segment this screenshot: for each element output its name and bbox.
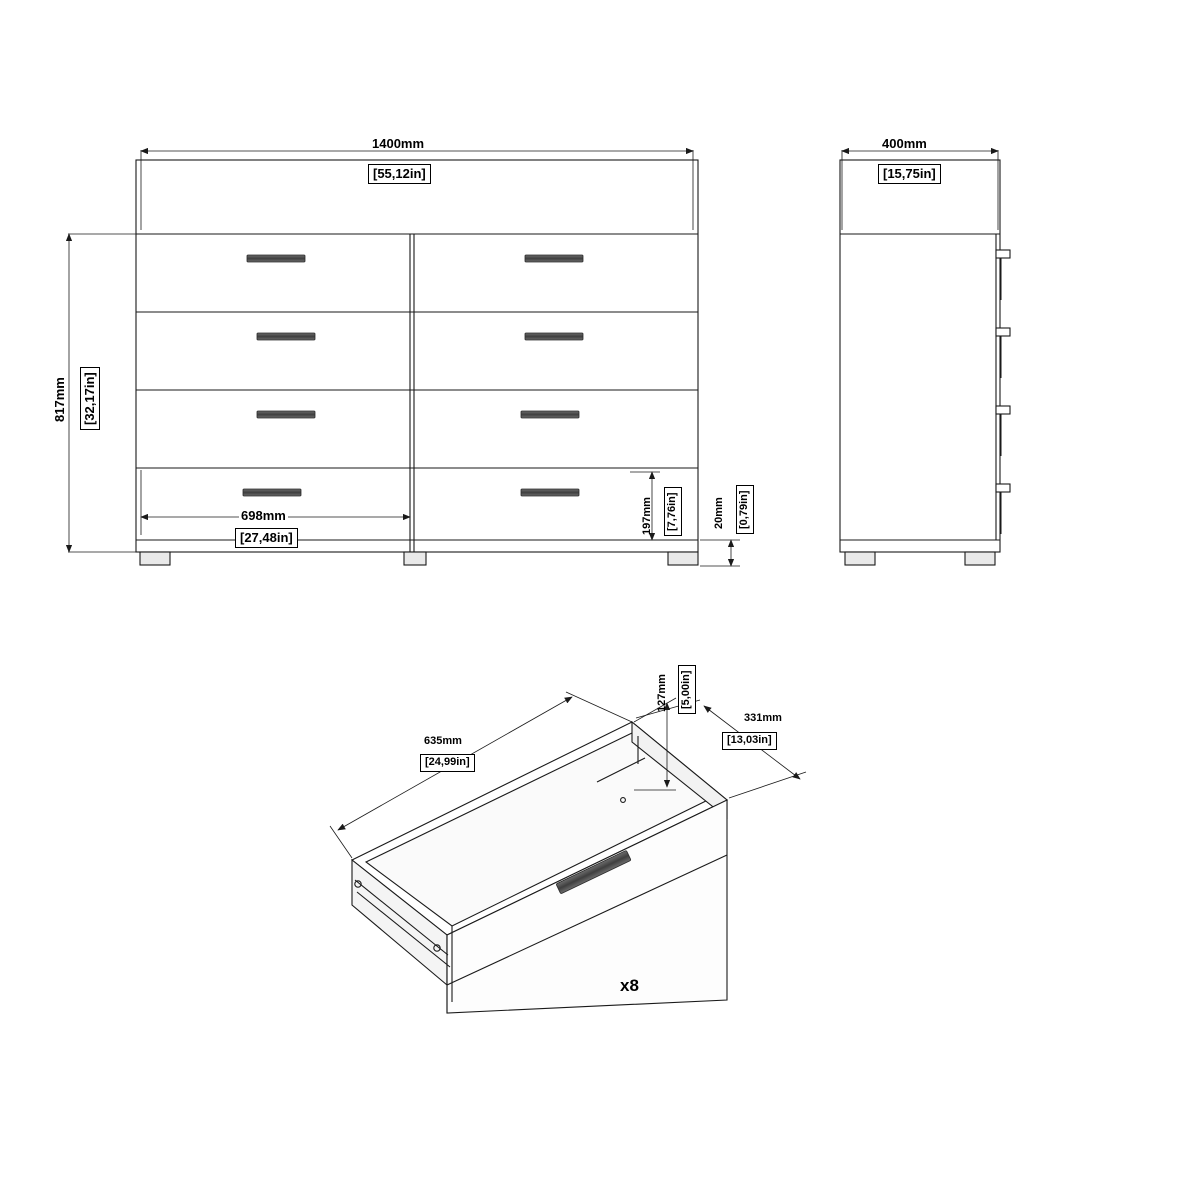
dim-drawer-depth-mm: 331mm (744, 712, 782, 724)
dim-drawer-height-mm: 127mm (656, 674, 668, 712)
dim-plinth-height-mm: 20mm (713, 497, 725, 529)
dim-front-width-mm: 1400mm (372, 136, 425, 151)
dim-drawer-front-height-mm: 197mm (641, 497, 653, 535)
dim-front-height-in: [32,17in] (80, 367, 100, 430)
dim-drawer-height-in: [5,00in] (678, 665, 696, 714)
dim-front-height-mm: 817mm (52, 377, 67, 422)
dim-side-depth-mm: 400mm (882, 136, 927, 151)
drawer-detail-geometry (352, 722, 727, 1013)
dim-drawer-front-width-in: [27,48in] (235, 528, 298, 548)
drawer-quantity-label: x8 (620, 976, 639, 995)
dim-drawer-length-mm: 635mm (424, 735, 462, 747)
dim-front-width-in: [55,12in] (368, 164, 431, 184)
dim-drawer-length-in: [24,99in] (420, 754, 475, 772)
front-view-geometry (136, 160, 698, 565)
dim-side-depth-in: [15,75in] (878, 164, 941, 184)
dim-plinth-height-in: [0,79in] (736, 485, 754, 534)
dim-drawer-front-height-in: [7,76in] (664, 487, 682, 536)
dim-drawer-depth-in: [13,03in] (722, 732, 777, 750)
dim-drawer-front-width-mm: 698mm (241, 508, 286, 523)
side-view-geometry (840, 160, 1010, 565)
